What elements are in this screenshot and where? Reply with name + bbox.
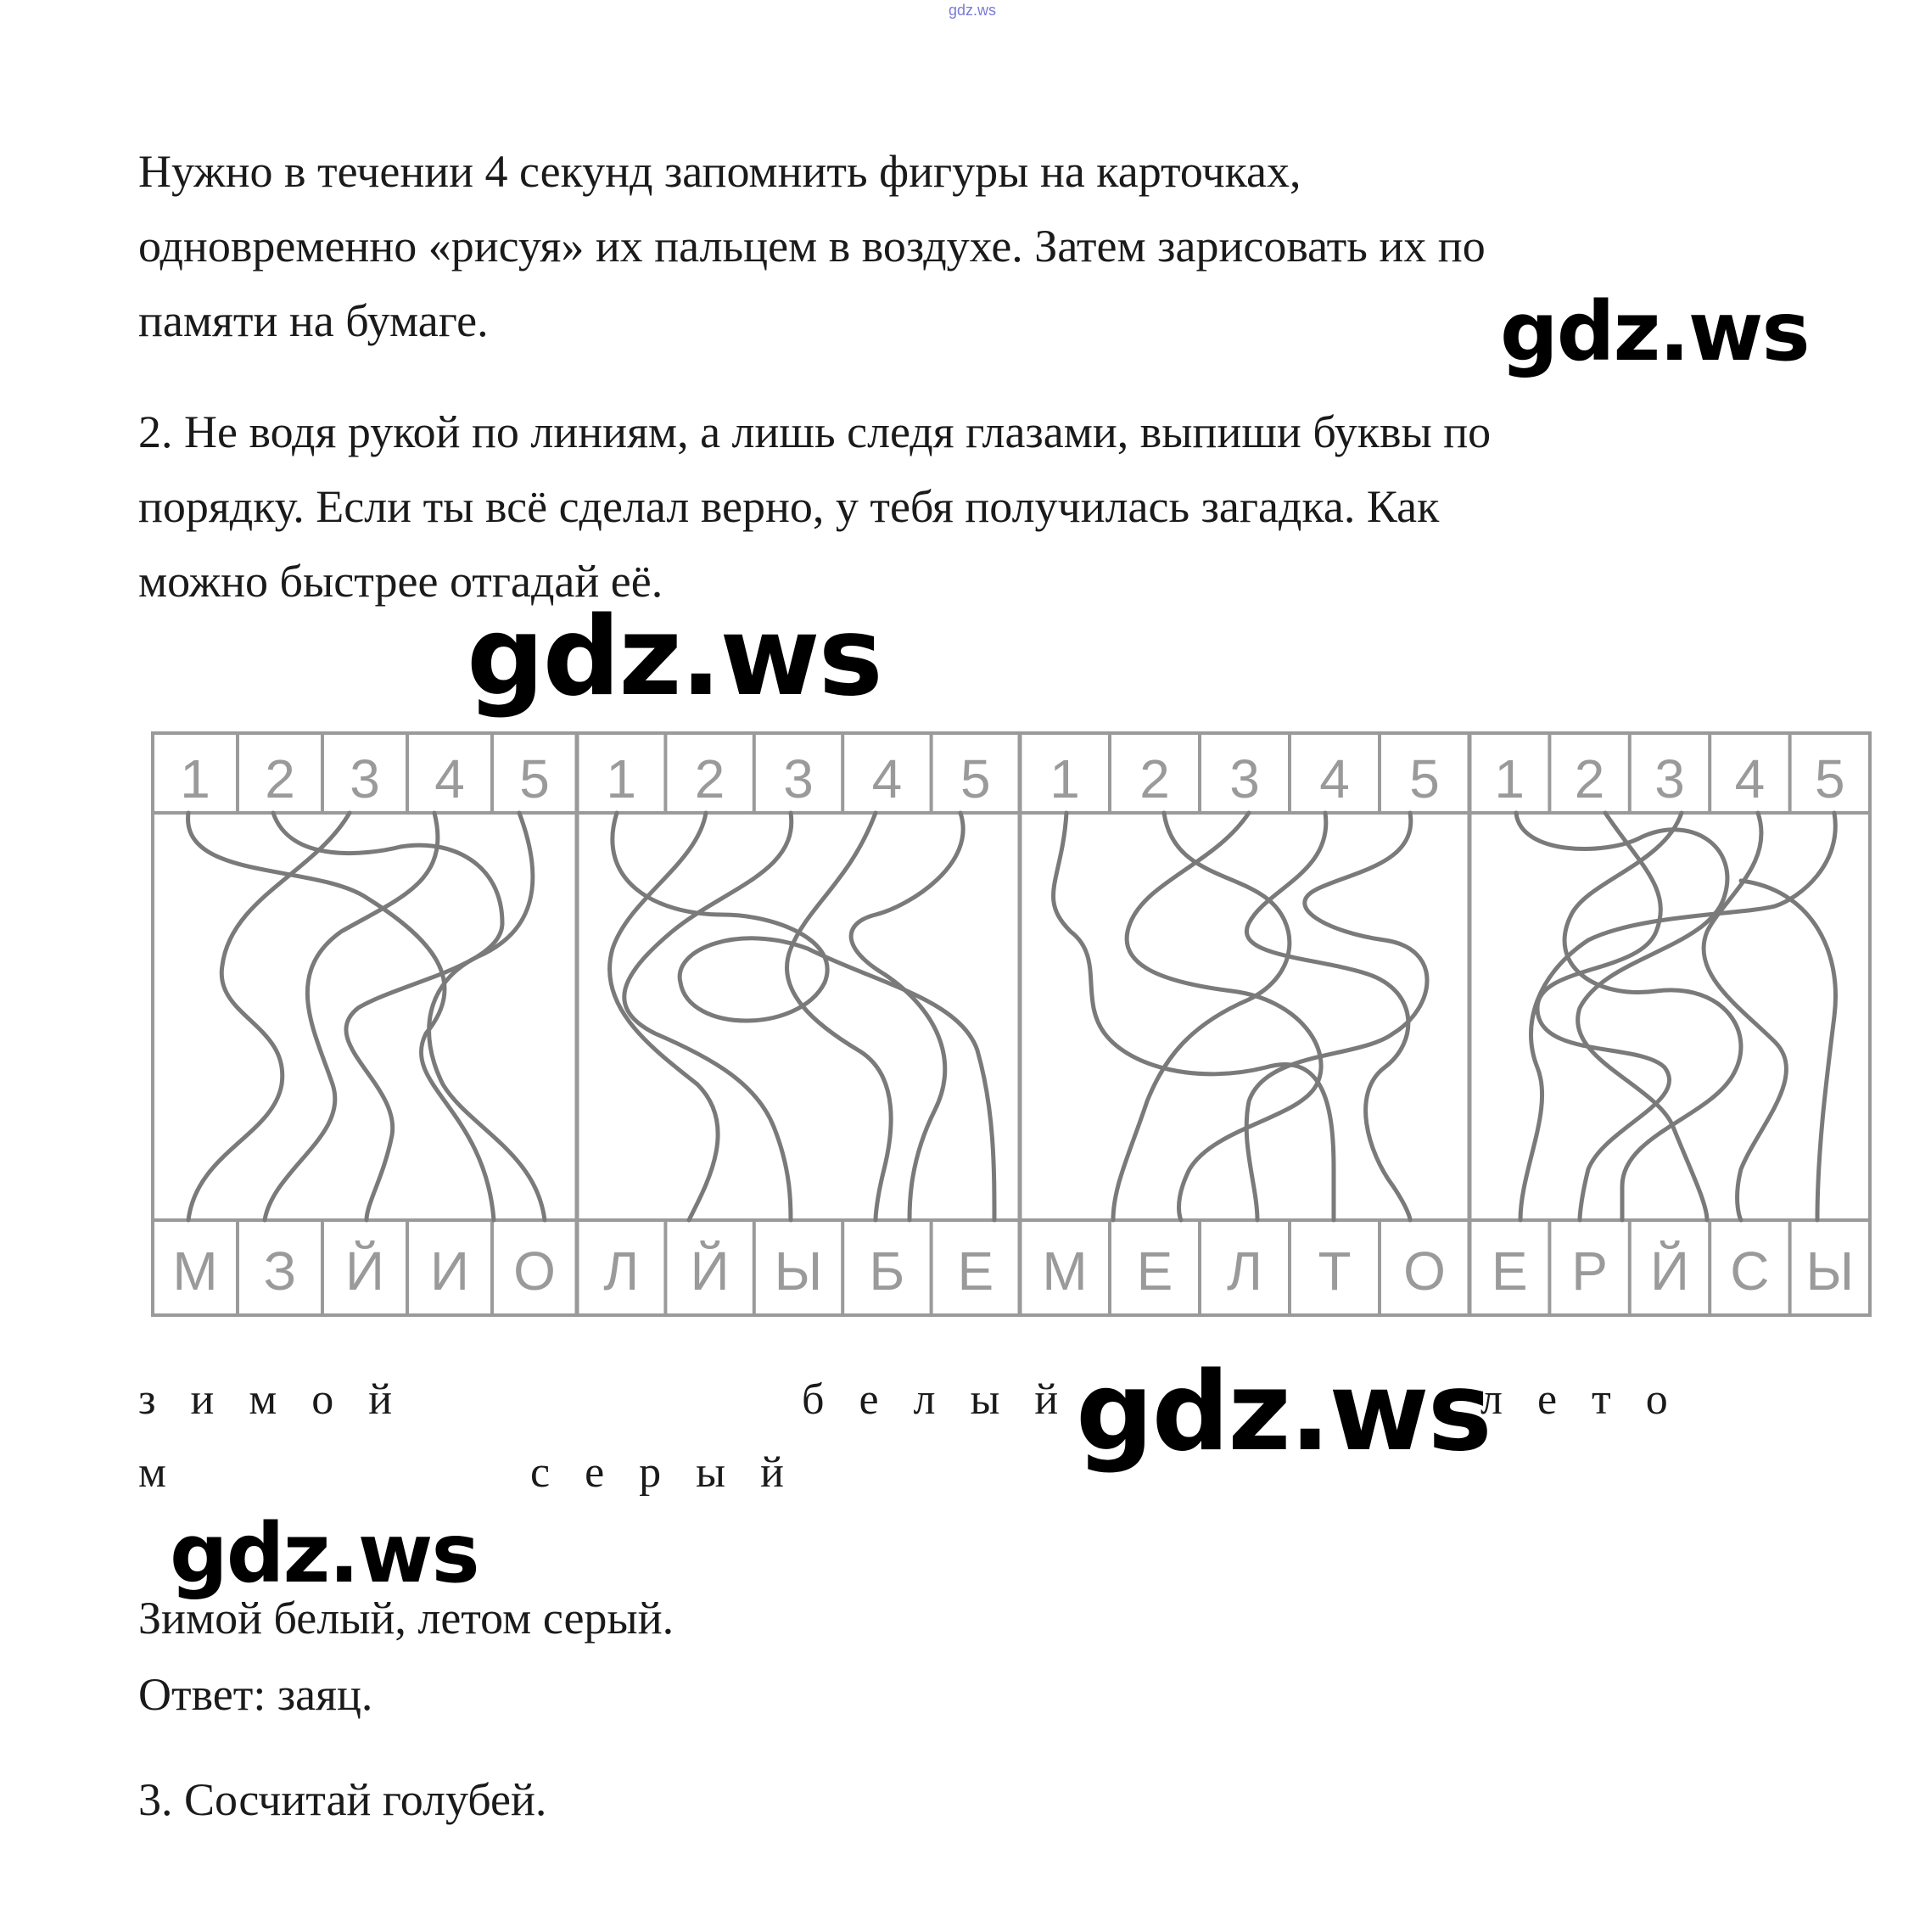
- letter-cell: М: [172, 1240, 218, 1302]
- number-cell: 2: [694, 748, 725, 809]
- intro-line: памяти на бумаге.: [138, 295, 489, 346]
- riddle-text: Зимой белый, летом серый.: [138, 1593, 674, 1644]
- letter-cell: С: [1730, 1240, 1770, 1302]
- letter-cell: Е: [1491, 1240, 1528, 1302]
- letter-cell: Й: [690, 1240, 730, 1302]
- letter-cell: З: [263, 1240, 297, 1302]
- letter-cell: М: [1042, 1240, 1088, 1302]
- letter-cell: Е: [957, 1240, 994, 1302]
- letter-cell: Р: [1571, 1240, 1608, 1302]
- number-cell: 4: [1319, 748, 1350, 809]
- number-cell: 1: [1049, 748, 1080, 809]
- number-cell: 3: [350, 748, 380, 809]
- watermark: gdz.ws: [467, 594, 882, 720]
- number-cell: 1: [1494, 748, 1525, 809]
- solution-word: м: [138, 1448, 178, 1497]
- number-cell: 3: [783, 748, 814, 809]
- site-mark: gdz.ws: [949, 2, 997, 19]
- letter-cell: Ы: [774, 1240, 823, 1302]
- answer-text: Ответ: заяц.: [138, 1669, 373, 1720]
- number-cell: 4: [434, 748, 465, 809]
- watermark: gdz.ws: [1076, 1349, 1491, 1476]
- number-cell: 5: [1409, 748, 1440, 809]
- letter-cell: Л: [1227, 1240, 1262, 1302]
- number-cell: 3: [1654, 748, 1685, 809]
- letter-cell: Б: [869, 1240, 905, 1302]
- number-cell: 2: [1139, 748, 1170, 809]
- number-cell: 3: [1229, 748, 1260, 809]
- solution-word: с е р ы й: [530, 1448, 796, 1497]
- number-cell: 4: [1734, 748, 1766, 809]
- solution-word: з и м о й: [138, 1375, 405, 1424]
- number-cell: 5: [960, 748, 991, 809]
- line-maze-puzzle: [146, 728, 1877, 1322]
- number-cell: 5: [519, 748, 550, 809]
- task3-heading: 3. Сосчитай голубей.: [138, 1774, 547, 1825]
- number-cell: 5: [1815, 748, 1845, 809]
- number-cell: 2: [265, 748, 295, 809]
- solution-word: л е т о: [1480, 1375, 1680, 1424]
- watermark: gdz.ws: [170, 1506, 479, 1601]
- number-cell: 1: [180, 748, 210, 809]
- watermark: gdz.ws: [1500, 284, 1809, 379]
- letter-cell: Й: [1650, 1240, 1689, 1302]
- letter-cell: Л: [603, 1240, 640, 1302]
- letter-cell: О: [513, 1240, 556, 1302]
- task2-line: можно быстрее отгадай её.: [138, 556, 663, 607]
- task2-line: 2. Не водя рукой по линиям, а лишь следя глазами, выпиши буквы по: [138, 406, 1492, 457]
- letter-cell: О: [1403, 1240, 1446, 1302]
- letter-cell: И: [430, 1240, 469, 1302]
- letter-cell: Й: [345, 1240, 384, 1302]
- solution-word: б е л ы й: [802, 1375, 1071, 1424]
- number-cell: 1: [606, 748, 636, 809]
- task2-line: порядку. Если ты всё сделал верно, у тебя получилась загадка. Как: [138, 481, 1440, 532]
- number-cell: 2: [1574, 748, 1605, 809]
- intro-line: одновременно «рисуя» их пальцем в воздухе. Затем зарисовать их по: [138, 221, 1486, 272]
- intro-line: Нужно в течении 4 секунд запомнить фигуры на карточках,: [138, 146, 1301, 197]
- letter-cell: Ы: [1805, 1240, 1855, 1302]
- number-cell: 4: [871, 748, 903, 809]
- letter-cell: Т: [1318, 1240, 1352, 1302]
- letter-cell: Е: [1136, 1240, 1173, 1302]
